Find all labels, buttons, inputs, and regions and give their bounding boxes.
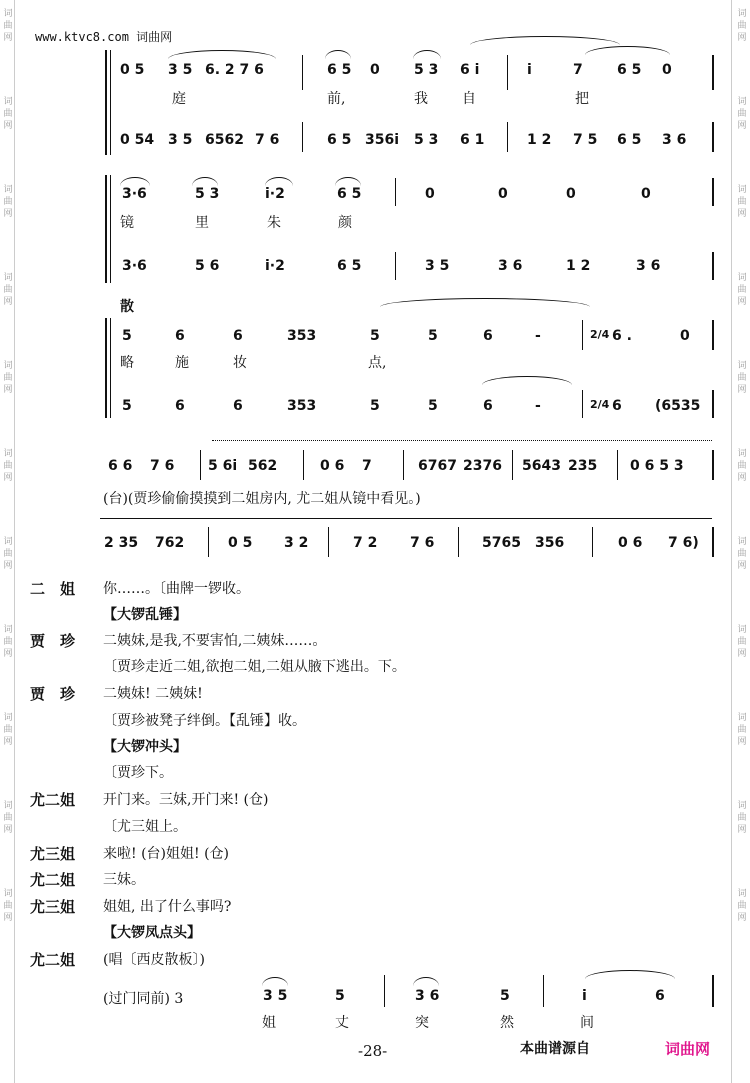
note: 0 6: [320, 458, 345, 474]
note: 7 6): [668, 535, 699, 551]
note: i·2: [265, 258, 285, 274]
note: 6562: [205, 132, 244, 148]
dialogue-line: 你……。〔曲牌一锣收。: [103, 581, 250, 597]
time-signature: 2/4: [590, 398, 610, 411]
note: 0: [662, 62, 672, 78]
note: 3 6: [498, 258, 523, 274]
lyric: 镜: [120, 215, 134, 231]
dialogue-line: 来啦! (台)姐姐! (仓): [103, 846, 229, 862]
note: 0 6: [618, 535, 643, 551]
note: 562: [248, 458, 278, 474]
note: 7: [362, 458, 372, 474]
lyric: 略: [120, 355, 134, 371]
note: 5: [122, 398, 132, 414]
note: 0: [425, 186, 435, 202]
speaker: 尤二姐: [30, 871, 76, 889]
note: 0 6 5 3: [630, 458, 684, 474]
dialogue-line: 二姨妹,是我,不要害怕,二姨妹……。: [103, 633, 327, 649]
lyric: 我: [414, 91, 428, 107]
note: 0 5: [228, 535, 253, 551]
note: 7 6: [410, 535, 435, 551]
note: 0: [498, 186, 508, 202]
lyric: 姐: [262, 1015, 276, 1031]
lyric: 丈: [335, 1015, 349, 1031]
note: 7 6: [150, 458, 175, 474]
stage-direction: 〔贾珍走近二姐,欲抱二姐,二姐从腋下逃出。下。: [103, 659, 406, 675]
note: 6 5: [617, 62, 642, 78]
note: 0: [641, 186, 651, 202]
note: 6 i: [460, 62, 480, 78]
note: 6 .: [612, 328, 632, 344]
note: 3 6: [662, 132, 687, 148]
note: 2 35: [104, 535, 139, 551]
dialogue-line: (唱〔西皮散板〕): [103, 952, 205, 968]
tempo-marking: 散: [120, 299, 134, 315]
note: 5: [122, 328, 132, 344]
page-number: -28-: [358, 1042, 388, 1060]
note: 6 5: [327, 62, 352, 78]
note: 5: [428, 328, 438, 344]
note: 5 3: [195, 186, 220, 202]
interlude-note: (过门同前) 3: [103, 991, 184, 1007]
lyric: 点,: [368, 355, 387, 371]
note: (6535: [655, 398, 701, 414]
note: 0: [680, 328, 690, 344]
note: 6 5: [337, 258, 362, 274]
note: -: [535, 398, 541, 414]
note: 6767: [418, 458, 457, 474]
note: 5 3: [414, 132, 439, 148]
note: 7 6: [255, 132, 280, 148]
brand-logo[interactable]: 词曲网: [665, 1040, 711, 1058]
speaker: 尤三姐: [30, 845, 76, 863]
dialogue-line: 姐姐, 出了什么事吗?: [103, 899, 232, 915]
note: 5: [335, 988, 345, 1004]
stage-direction: 〔贾珍下。: [103, 765, 173, 781]
note: 5643: [522, 458, 561, 474]
note: 5: [428, 398, 438, 414]
note: 2376: [463, 458, 502, 474]
left-watermark: 词曲网 词曲网 词曲网 词曲网 词曲网 词曲网 词曲网 词曲网 词曲网 词曲网 词曲网: [3, 9, 13, 923]
speaker: 尤二姐: [30, 951, 76, 969]
note: 5 3: [414, 62, 439, 78]
note: 3 5: [425, 258, 450, 274]
note: 0 5: [120, 62, 145, 78]
note: 0: [370, 62, 380, 78]
lyric: 里: [195, 215, 209, 231]
note: 356: [535, 535, 565, 551]
note: 6 5: [327, 132, 352, 148]
note: 7: [573, 62, 583, 78]
lyric: 突: [415, 1015, 429, 1031]
note: 3·6: [122, 186, 147, 202]
time-signature: 2/4: [590, 328, 610, 341]
percussion-cue: 【大锣冲头】: [103, 739, 187, 755]
note: 353: [287, 328, 317, 344]
note: 3 5: [263, 988, 288, 1004]
note: 6: [612, 398, 622, 414]
note: 353: [287, 398, 317, 414]
note: 762: [155, 535, 185, 551]
dialogue-line: 开门来。三妹,开门来! (仓): [103, 792, 269, 808]
stage-direction: (台)(贾珍偷偷摸摸到二姐房内, 尤二姐从镜中看见。): [103, 491, 421, 507]
note: 6 5: [337, 186, 362, 202]
note: 356i: [365, 132, 400, 148]
speaker: 贾 珍: [30, 685, 76, 703]
note: 1 2: [527, 132, 552, 148]
lyric: 然: [500, 1015, 514, 1031]
percussion-cue: 【大锣凤点头】: [103, 925, 201, 941]
note: 5765: [482, 535, 521, 551]
note: 6: [175, 328, 185, 344]
note: 6: [655, 988, 665, 1004]
note: 5: [500, 988, 510, 1004]
note: 6: [483, 328, 493, 344]
note: 5 6: [195, 258, 220, 274]
note: 6 1: [460, 132, 485, 148]
note: -: [535, 328, 541, 344]
note: 5 6i: [208, 458, 238, 474]
right-watermark: 词曲网 词曲网 词曲网 词曲网 词曲网 词曲网 词曲网 词曲网 词曲网 词曲网 词曲网: [737, 9, 747, 923]
dialogue-line: 三妹。: [103, 872, 145, 888]
lyric: 施: [175, 355, 189, 371]
note: 3 5: [168, 132, 193, 148]
lyric: 间: [580, 1015, 594, 1031]
note: 6 5: [617, 132, 642, 148]
note: 3 6: [415, 988, 440, 1004]
note: 6. 2 7 6: [205, 62, 264, 78]
note: 3 5: [168, 62, 193, 78]
speaker: 贾 珍: [30, 632, 76, 650]
note: i: [582, 988, 587, 1004]
note: 6: [175, 398, 185, 414]
lyric: 自: [462, 91, 476, 107]
lyric: 庭: [172, 91, 186, 107]
speaker: 尤二姐: [30, 791, 76, 809]
note: 235: [568, 458, 598, 474]
speaker: 尤三姐: [30, 898, 76, 916]
lyric: 朱: [267, 215, 281, 231]
note: 3·6: [122, 258, 147, 274]
note: 6 6: [108, 458, 133, 474]
note: 6: [233, 398, 243, 414]
note: 3 6: [636, 258, 661, 274]
note: 7 2: [353, 535, 378, 551]
note: 7 5: [573, 132, 598, 148]
dialogue-line: 二姨妹! 二姨妹!: [103, 686, 203, 702]
note: 6: [483, 398, 493, 414]
lyric: 前,: [327, 91, 346, 107]
site-header: www.ktvc8.com 词曲网: [35, 30, 173, 44]
source-text: 本曲谱源自: [520, 1041, 590, 1057]
note: 0: [566, 186, 576, 202]
note: 0 54: [120, 132, 155, 148]
stage-direction: 〔尤三姐上。: [103, 819, 187, 835]
note: 5: [370, 328, 380, 344]
note: 1 2: [566, 258, 591, 274]
note: i·2: [265, 186, 285, 202]
note: 5: [370, 398, 380, 414]
lyric: 把: [575, 91, 589, 107]
note: i: [527, 62, 532, 78]
note: 3 2: [284, 535, 309, 551]
note: 6: [233, 328, 243, 344]
lyric: 妆: [233, 355, 247, 371]
speaker: 二 姐: [30, 580, 76, 598]
stage-direction: 〔贾珍被凳子绊倒。【乱锤】收。: [103, 713, 306, 729]
lyric: 颜: [338, 215, 352, 231]
percussion-cue: 【大锣乱锤】: [103, 607, 187, 623]
